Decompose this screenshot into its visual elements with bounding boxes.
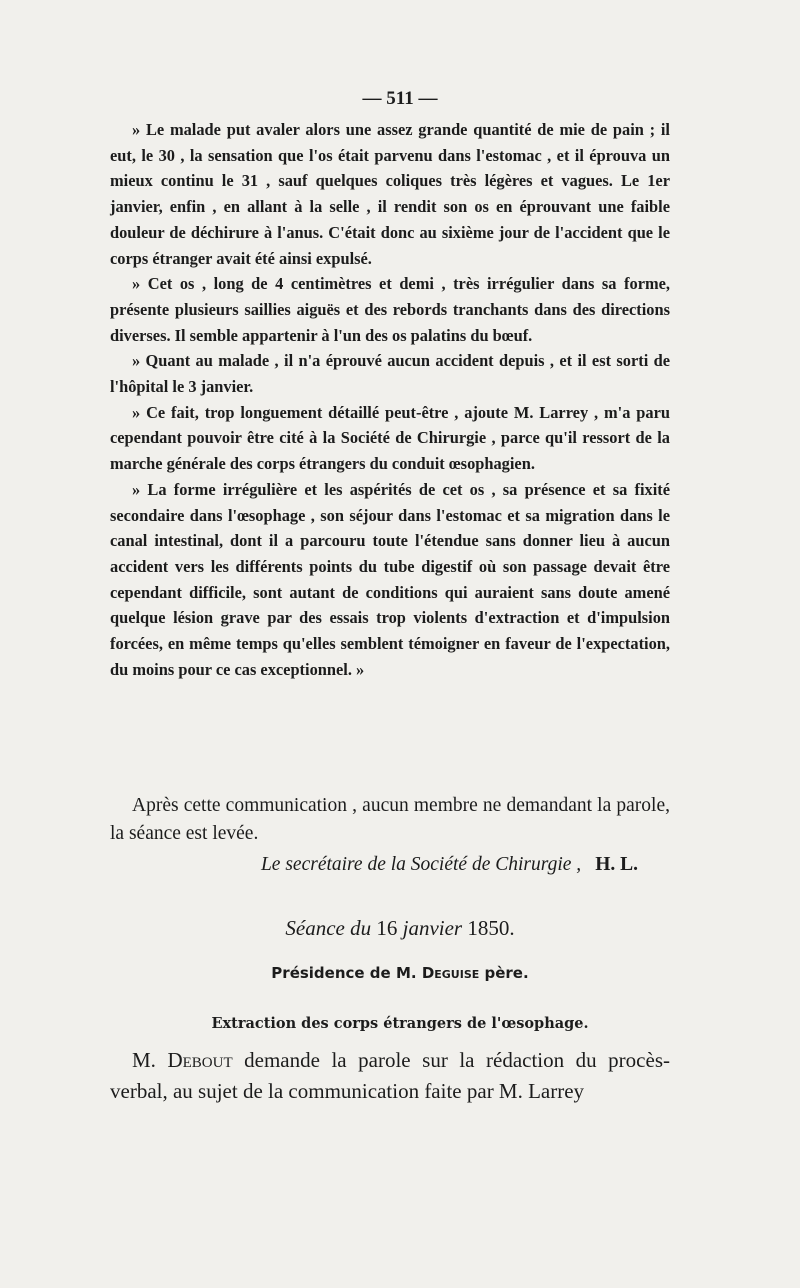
paragraph: Après cette communication , aucun membre ne demandant la parole, la séance est levée. — [110, 795, 670, 844]
final-rest: demande la parole sur la rédaction du procès-verbal, au sujet de la communication faite par M. Larrey — [110, 1048, 670, 1103]
session-prefix: Séance du — [285, 916, 377, 940]
final-name: Debout — [167, 1048, 233, 1072]
section-title: Extraction des corps étrangers de l'œsophage. — [211, 1015, 589, 1032]
signature-initials: H. L. — [595, 854, 638, 875]
page-number: — 511 — — [362, 88, 438, 109]
paragraph: » Quant au malade , il n'a éprouvé aucun accident depuis , et il est sorti de l'hôpital le 3 janvier. — [110, 351, 670, 397]
quoted-report — [110, 117, 670, 682]
final-start: M. — [132, 1048, 168, 1072]
paragraph: » La forme irrégulière et les aspérités de cet os , sa présence et sa fixité secondaire dans l'œsophage , son séjour dans l'estomac et sa migration dans le canal intestinal, dont il a parcouru toute l'étendue sans donner lieu à aucun accident vers les différents points du tube digestif où son passage devait être cependant difficile, sont autant de conditions qui auraient sans doute amené quelque lésion grave par des essais trop violents d'extraction et d'impulsion forcées, en même temps qu'elles semblent témoigner en faveur de l'expectation, du moins pour ce cas exceptionnel. » — [110, 479, 670, 679]
presidence-heading — [0, 964, 800, 982]
paragraph: » Cet os , long de 4 centimètres et demi , très irrégulier dans sa forme, présente plusieurs saillies aiguës et des rebords tranchants dans des directions diverses. Il semble appartenir à l'un des os palatins du bœuf. — [110, 274, 670, 345]
session-heading — [0, 916, 800, 941]
closing-statement — [110, 792, 670, 848]
presidence-suffix: père. — [479, 964, 529, 982]
signature-line — [110, 854, 638, 876]
final-paragraph — [110, 1045, 670, 1107]
paragraph — [110, 1045, 670, 1107]
session-day: 16 — [376, 916, 398, 940]
presidence-prefix: Présidence de — [271, 964, 396, 982]
signature-text: Le secrétaire de la Société de Chirurgie , — [260, 854, 582, 875]
paragraph: » Ce fait, trop longuement détaillé peut-être , ajoute M. Larrey , m'a paru cependant pouvoir être cité à la Société de Chirurgie , parce qu'il ressort de la marche générale des corps étrangers du conduit œsophagien. — [110, 402, 670, 474]
presidence-mr: M. — [395, 964, 417, 982]
paragraph: » Le malade put avaler alors une assez grande quantité de mie de pain ; il eut, le 30 , la sensation que l'os était parvenu dans l'estomac , et il éprouva un mieux continu le 31 , sauf quelques coliques très légères et vagues. Le 1er janvier, enfin , en allant à la selle , il rendit son os en éprouvant une faible douleur de déchirure à l'anus. C'était donc au sixième jour de l'accident que le corps étranger avait été ainsi expulsé. — [110, 120, 670, 268]
session-month: janvier — [397, 916, 468, 940]
presidence-name: Deguise — [421, 964, 480, 982]
session-year: 1850. — [467, 916, 515, 940]
